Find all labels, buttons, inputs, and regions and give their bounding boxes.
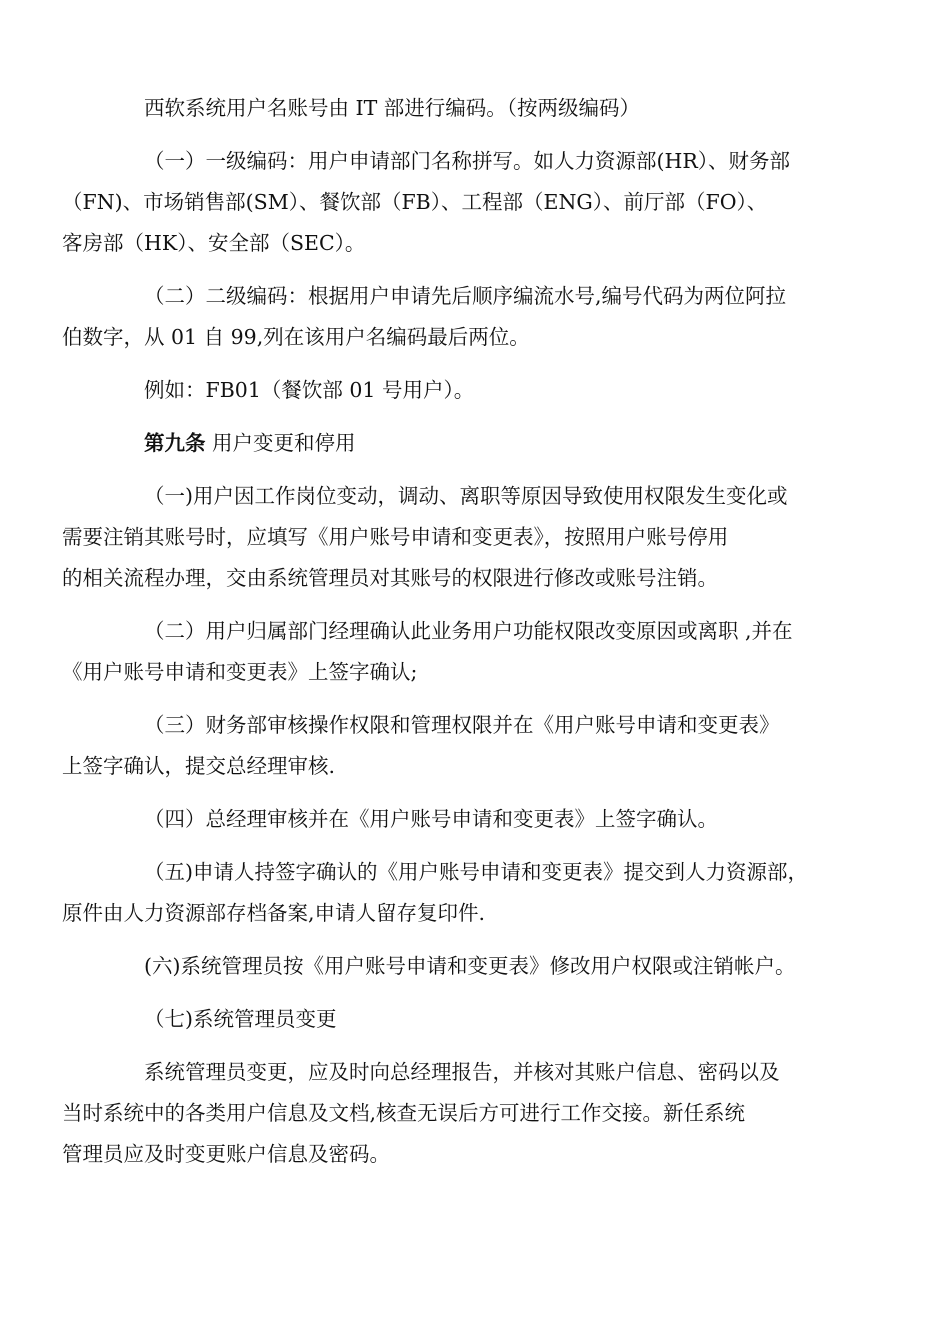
text-line: 原件由人力资源部存档备案,申请人留存复印件. (62, 901, 486, 925)
text-line: 管理员应及时变更账户信息及密码。 (62, 1142, 390, 1166)
text-line: 客房部（HK）、安全部（SEC）。 (62, 231, 366, 255)
paragraph-item-2 (62, 611, 855, 693)
text-line: （七)系统管理员变更 (144, 1007, 337, 1031)
text-line: 当时系统中的各类用户信息及文档,核查无误后方可进行工作交接。新任系统 (62, 1101, 746, 1125)
text-line: 的相关流程办理，交由系统管理员对其账号的权限进行修改或账号注销。 (62, 566, 718, 590)
paragraph-admin-change (62, 1052, 855, 1175)
paragraph-example (103, 370, 855, 411)
text-line: 系统管理员变更，应及时向总经理报告，并核对其账户信息、密码以及 (144, 1060, 780, 1084)
text-line: （FN)、市场销售部(SM）、餐饮部（FB）、工程部（ENG）、前厅部（FO）、 (62, 190, 768, 214)
text-line: （二）二级编码：根据用户申请先后顺序编流水号,编号代码为两位阿拉 (144, 284, 787, 308)
article-heading (103, 423, 855, 464)
text-line: （三）财务部审核操作权限和管理权限并在《用户账号申请和变更表》 (144, 713, 780, 737)
text-line: （四）总经理审核并在《用户账号申请和变更表》上签字确认。 (144, 807, 718, 831)
paragraph-encoding-intro (103, 88, 855, 129)
text-line: 西软系统用户名账号由 IT 部进行编码。（按两级编码） (144, 96, 641, 120)
article-number: 第九条 (144, 431, 206, 455)
paragraph-item-7 (103, 999, 855, 1040)
text-line: （一）一级编码：用户申请部门名称拼写。如人力资源部(HR）、财务部 (144, 149, 791, 173)
text-line: 需要注销其账号时，应填写《用户账号申请和变更表》，按照用户账号停用 (62, 525, 729, 549)
text-line: （一)用户因工作岗位变动，调动、离职等原因导致使用权限发生变化或 (144, 484, 788, 508)
text-line: （二）用户归属部门经理确认此业务用户功能权限改变原因或离职 ,并在 (144, 619, 793, 643)
text-line: （五)申请人持签字确认的《用户账号申请和变更表》提交到人力资源部， (144, 860, 808, 884)
document-body (62, 88, 855, 1187)
text-line: (六)系统管理员按《用户账号申请和变更表》修改用户权限或注销帐户。 (144, 954, 796, 978)
article-title: 用户变更和停用 (205, 431, 356, 455)
paragraph-item-5 (62, 852, 855, 934)
text-line: 《用户账号申请和变更表》上签字确认; (62, 660, 418, 684)
paragraph-level-one-code (62, 141, 855, 264)
paragraph-item-6 (103, 946, 855, 987)
paragraph-item-3 (62, 705, 855, 787)
paragraph-item-4 (103, 799, 855, 840)
paragraph-item-1 (62, 476, 855, 599)
text-line: 例如：FB01（餐饮部 01 号用户）。 (144, 378, 475, 402)
text-line: 伯数字，从 01 自 99,列在该用户名编码最后两位。 (62, 325, 530, 349)
paragraph-level-two-code (62, 276, 855, 358)
text-line: 上签字确认，提交总经理审核. (62, 754, 336, 778)
